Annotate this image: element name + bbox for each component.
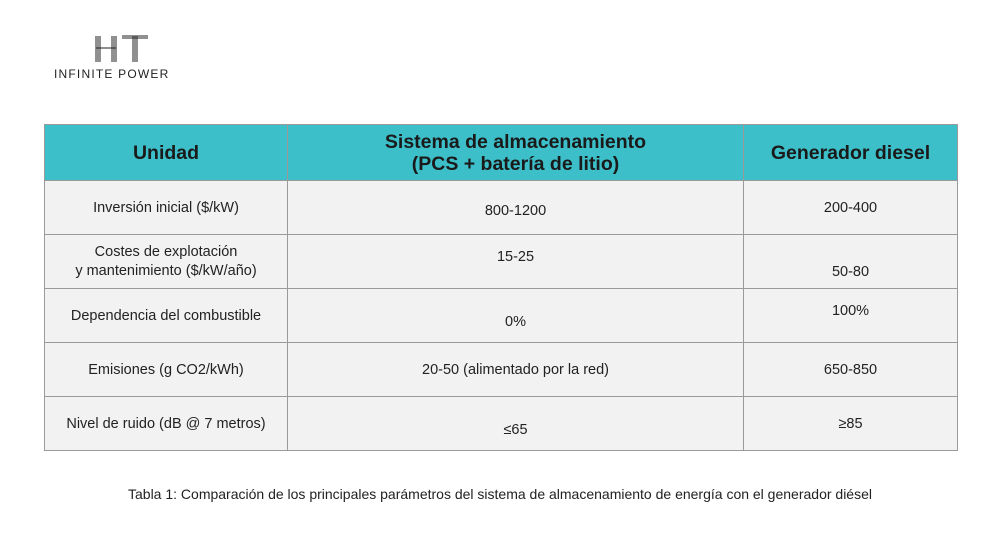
table-row bbox=[45, 181, 958, 235]
row-diesel-value: 50-80 bbox=[744, 235, 958, 289]
row-diesel-value: ≥85 bbox=[744, 397, 958, 451]
row-storage-value: 0% bbox=[288, 289, 744, 343]
row-diesel-value: 200-400 bbox=[744, 181, 958, 235]
table-row bbox=[45, 289, 958, 343]
table-caption: Tabla 1: Comparación de los principales parámetros del sistema de almacenamiento de energía con el generador diésel bbox=[128, 486, 872, 502]
row-storage-value: ≤65 bbox=[288, 397, 744, 451]
row-diesel-value: 100% bbox=[744, 289, 958, 343]
row-unit-label: Inversión inicial ($/kW) bbox=[45, 181, 288, 235]
row-unit-label: Nivel de ruido (dB @ 7 metros) bbox=[45, 397, 288, 451]
ht-logo-icon bbox=[94, 34, 150, 64]
row-diesel-value: 650-850 bbox=[744, 343, 958, 397]
row-unit-label: Costes de explotación y mantenimiento ($/kW/año) bbox=[45, 235, 288, 289]
company-logo bbox=[54, 34, 194, 81]
table-header-row bbox=[45, 125, 958, 181]
table-row bbox=[45, 235, 958, 289]
table-row bbox=[45, 397, 958, 451]
row-unit-label: Emisiones (g CO2/kWh) bbox=[45, 343, 288, 397]
row-storage-value: 800-1200 bbox=[288, 181, 744, 235]
comparison-table bbox=[44, 124, 958, 451]
row-storage-value: 15-25 bbox=[288, 235, 744, 289]
table-row bbox=[45, 343, 958, 397]
row-storage-value: 20-50 (alimentado por la red) bbox=[288, 343, 744, 397]
header-unidad: Unidad bbox=[45, 125, 288, 181]
header-diesel-generator: Generador diesel bbox=[744, 125, 958, 181]
header-storage-system: Sistema de almacenamiento (PCS + batería de litio) bbox=[288, 125, 744, 181]
logo-tagline: INFINITE POWER bbox=[54, 67, 170, 81]
row-unit-label: Dependencia del combustible bbox=[45, 289, 288, 343]
